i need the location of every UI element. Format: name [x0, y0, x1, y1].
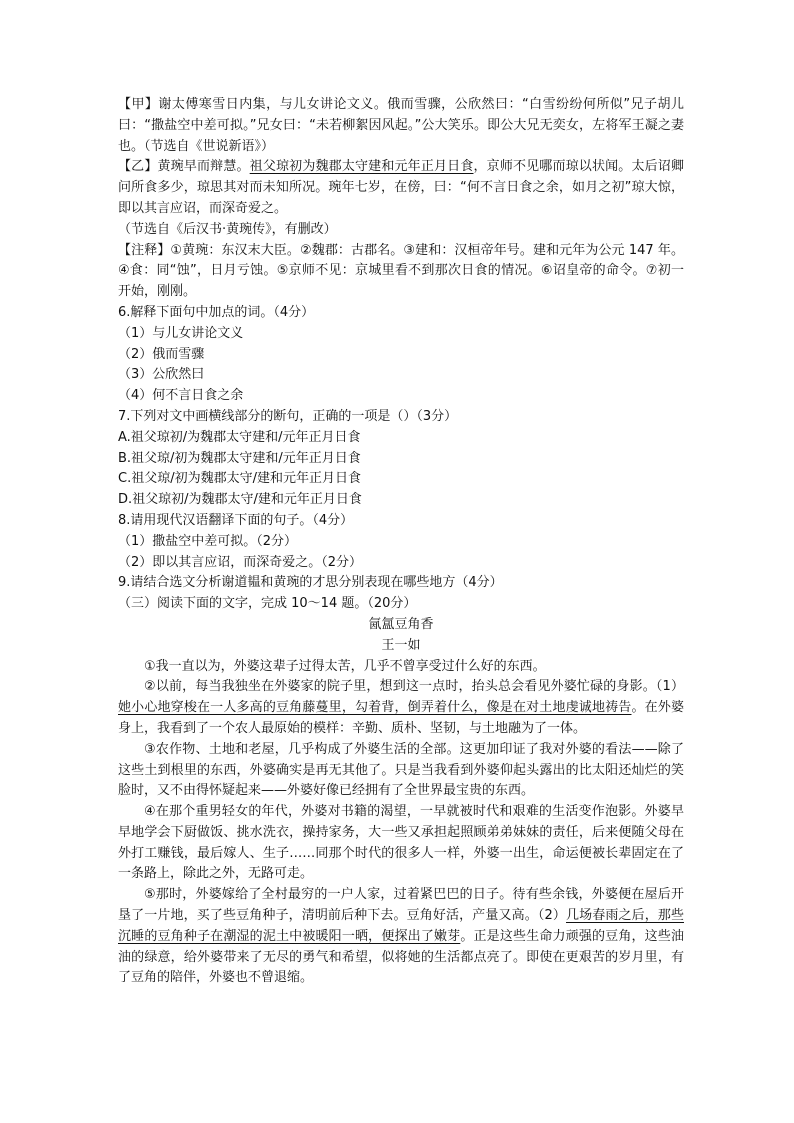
question-6-stem: 6.解释下面句中加点的词。（4分）: [118, 304, 315, 320]
essay-paragraph-5-lead: ⑤那时，外婆嫁给了全村最穷的一户人家，过着紧巴巴的日子。待有些余钱，外婆便在屋后开垦了一片地，买了些豆角种子，清明前后种下去。豆角好活，产量又高。（2）: [118, 887, 684, 924]
essay-paragraph-5: [118, 885, 684, 989]
essay-paragraph-1: ①我一直以为，外婆这辈子过得太苦，几乎不曾享受过什么好的东西。: [144, 658, 546, 674]
passage-yi-tag: 【乙】: [118, 159, 158, 175]
essay-title: 氤氲豆角香: [368, 616, 434, 632]
passage-yi-underlined-sentence: 祖父琼初为魏郡太守建和元年正月日食: [249, 159, 474, 175]
question-8-item: （2）即以其言应诏，而深奇爱之。（2分）: [118, 554, 363, 570]
essay-paragraph-2-rest: 。在外婆身上，我看到了一个农人最原始的模样：辛勤、质朴、坚韧，与土地融为了一体。: [118, 700, 684, 736]
passage-yi-text-after: ，京师不见哪而琼以状闻。太后诏卿问所食多少，琼思其对而未知所况。琬年七岁，在傍，曰：“何不言日食之余，如月之初”琼大惊，即以其言应诏，而深奇爱之。: [118, 159, 684, 216]
question-8-stem: 8.请用现代汉语翻译下面的句子。（4分）: [118, 512, 354, 528]
essay-paragraph-3: ③农作物、土地和老屋，几乎构成了外婆生活的全部。这更加印证了我对外婆的看法——除了这些土到根里的东西，外婆确实是再无其他了。只是当我看到外婆仰起头露出的比太阳还灿烂的笑脸时，又不由得怀疑起来——外婆好像已经拥有了全世界最宝贵的东西。: [118, 741, 684, 799]
question-6-item: （3）公欣然曰: [118, 367, 205, 383]
essay-paragraph-4: ④在那个重男轻女的年代，外婆对书籍的渴望，一早就被时代和艰难的生活变作泡影。外婆早早地学会下厨做饭、挑水洗衣，操持家务，大一些又承担起照顾弟弟妹妹的责任，后来便随父母在外打工赚钱，最后嫁人、生子……同那个时代的很多人一样，外婆一出生，命运便被长辈固定在了一条路上，除此之外，无路可走。: [118, 804, 684, 882]
question-8-item: （1）撒盐空中差可拟。（2分）: [118, 533, 298, 549]
question-7-option-a: A.祖父琼初/为魏郡太守建和/元年正月日食: [118, 429, 361, 445]
passage-jia-tag: 【甲】: [118, 97, 159, 112]
section-3-heading: （三）阅读下面的文字，完成 10～14 题。（20分）: [118, 596, 417, 612]
question-9-stem: 9.请结合选文分析谢道韫和黄琬的才思分别表现在哪些地方（4分）: [118, 575, 503, 591]
passage-yi: [118, 157, 684, 219]
question-7-stem: 7.下列对文中画横线部分的断句，正确的一项是（）（3分）: [118, 408, 458, 424]
annotations-tag: 【注释】: [118, 242, 171, 258]
question-7-option-b: B.祖父琼/初为魏郡太守建和/元年正月日食: [118, 450, 361, 466]
passage-jia-text: 谢太傅寒雪日内集，与儿女讲论文义。俄而雪骤，公欣然曰：“白雪纷纷何所似”兄子胡儿曰：“撒盐空中差可拟。”兄女曰：“未若柳絮因风起。”公大笑乐。即公大兄无奕女，左将军王凝之妻也。（节选自《世说新语》）: [118, 97, 684, 154]
essay-paragraph-5-underlined-sentence: 几场春雨之后，那些沉睡的豆角种子在潮湿的泥土中被暖阳一晒，便探出了嫩芽: [118, 908, 684, 944]
essay-paragraph-5-rest: 。正是这些生命力顽强的豆角，这些油油的绿意，给外婆带来了无尽的勇气和希望，似将她的生活都点亮了。即使在更艰苦的岁月里，有了豆角的陪伴，外婆也不曾退缩。: [118, 928, 684, 986]
question-7-option-c: C.祖父琼/初为魏郡太守/建和元年正月日食: [118, 471, 361, 487]
question-6-item: （2）俄而雪骤: [118, 346, 205, 362]
essay-paragraph-2-lead: ②以前，每当我独坐在外婆家的院子里，想到这一点时，抬头总会看见外婆忙碌的身影。（1）: [144, 679, 684, 695]
question-7-option-d: D.祖父琼初/为魏郡太守/建和元年正月日食: [118, 492, 362, 508]
essay-paragraph-2: [118, 677, 684, 739]
exam-page: [118, 95, 684, 989]
question-6-item: （4）何不言日食之余: [118, 388, 244, 404]
passage-yi-source: （节选自《后汉书·黄琬传》，有删改）: [118, 221, 337, 237]
annotations-text: ①黄琬：东汉末大臣。②魏郡：古郡名。③建和：汉桓帝年号。建和元年为公元 147 年。④食：同“蚀”，日月亏蚀。⑤京师不见：京城里看不到那次日食的情况。⑥诏皇帝的命令。⑦初一开始，刚刚。: [118, 242, 684, 300]
annotations: [118, 241, 684, 303]
passage-jia: [118, 95, 684, 157]
essay-paragraph-2-underlined-sentence: 她小心地穿梭在一人多高的豆角藤蔓里，勾着背，倒弄着什么，像是在对土地虔诚地祷告: [118, 700, 632, 716]
essay-author: 王一如: [381, 637, 421, 653]
passage-yi-text-before: 黄琬早而辩慧。: [157, 159, 250, 175]
question-6-item: （1）与儿女讲论文义: [118, 325, 244, 341]
